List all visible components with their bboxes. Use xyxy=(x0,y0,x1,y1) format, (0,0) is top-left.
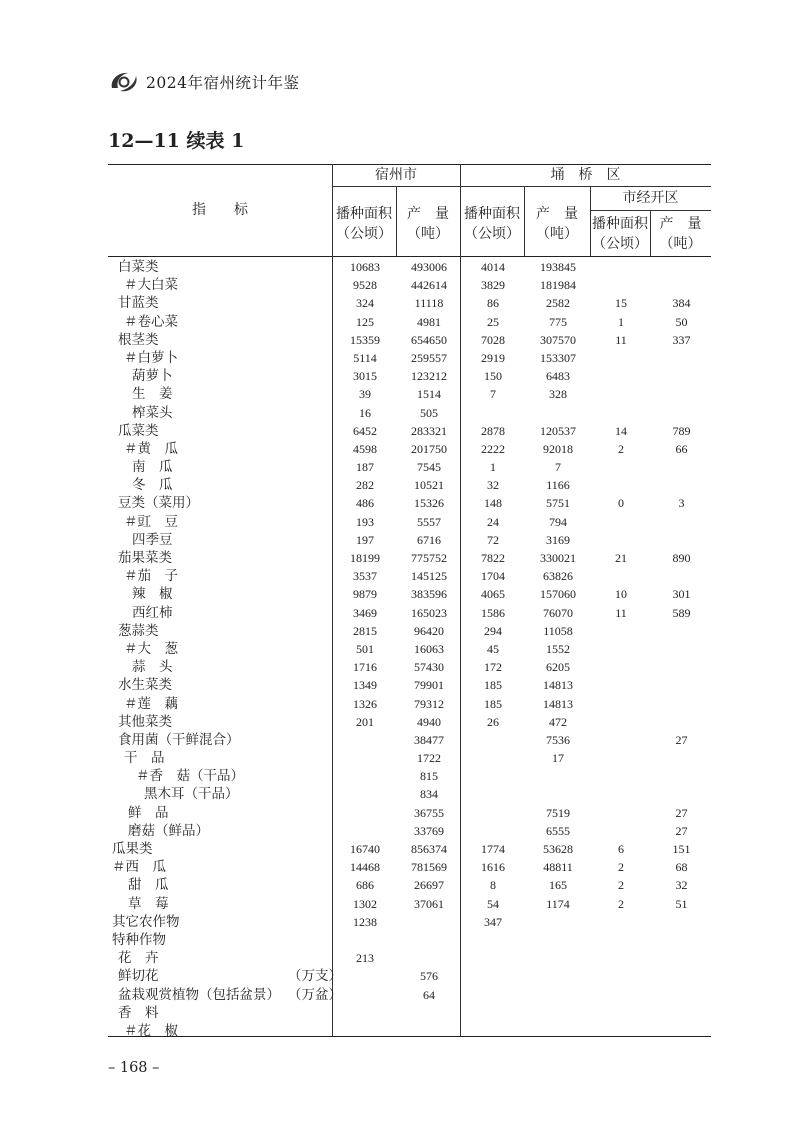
table-row xyxy=(108,986,711,1004)
area-header xyxy=(460,204,524,244)
cell-c6: 68 xyxy=(675,860,688,875)
cell-c1: 9528 xyxy=(353,278,377,293)
cell-c1: 5114 xyxy=(353,350,377,365)
cell-c3: 1704 xyxy=(481,569,505,584)
cell-c2: 165023 xyxy=(411,605,447,620)
table-row xyxy=(108,585,711,603)
cell-c2: 815 xyxy=(420,769,438,784)
output-header-label: 产 量 xyxy=(407,206,449,222)
row-label: 白菜类 xyxy=(118,259,159,275)
cell-c4: 11058 xyxy=(543,623,573,638)
cell-c2: 36755 xyxy=(414,805,444,820)
cell-c2: 79901 xyxy=(414,678,444,693)
cell-c2: 383596 xyxy=(411,587,447,602)
row-unit: （万支） xyxy=(288,968,342,985)
cell-c6: 27 xyxy=(675,823,688,838)
cell-c4: 1166 xyxy=(546,478,570,493)
row-label: 水生菜类 xyxy=(118,677,172,694)
cell-c1: 486 xyxy=(356,496,374,511)
row-label: 食用菌（干鲜混合） xyxy=(118,731,240,748)
area-header-unit: （公顷） xyxy=(464,226,520,242)
cell-c4: 53628 xyxy=(543,842,573,856)
cell-c2: 775752 xyxy=(411,551,447,565)
row-label: 其它农作物 xyxy=(112,913,180,930)
table-row xyxy=(108,367,711,385)
cell-c3: 185 xyxy=(484,696,502,711)
row-label: 西红柿 xyxy=(132,604,173,621)
cell-c3: 150 xyxy=(484,369,502,384)
cell-c2: 505 xyxy=(420,405,438,420)
cell-c3: 1774 xyxy=(481,842,505,856)
cell-c1: 1716 xyxy=(353,660,377,675)
cell-c2: 283321 xyxy=(411,423,447,438)
cell-c1: 213 xyxy=(356,951,374,966)
cell-c3: 45 xyxy=(487,641,499,656)
cell-c1: 15359 xyxy=(350,332,380,347)
cell-c2: 57430 xyxy=(414,660,444,675)
cell-c2: 26697 xyxy=(414,878,444,893)
book-title: 2024年宿州统计年鉴 xyxy=(146,74,300,92)
cell-c1: 324 xyxy=(356,296,374,311)
cell-c3: 2919 xyxy=(481,350,505,365)
table-row xyxy=(108,258,711,276)
cell-c1: 2815 xyxy=(353,623,377,638)
table-row xyxy=(108,876,711,894)
cell-c2: 7545 xyxy=(417,460,441,475)
table-body xyxy=(108,258,711,1040)
output-header-label: 产 量 xyxy=(536,206,578,222)
row-label: ＃白萝卜 xyxy=(124,349,178,366)
cell-c3: 2878 xyxy=(481,423,505,438)
row-label: ＃花 椒 xyxy=(124,1022,178,1039)
row-label: ＃西 瓜 xyxy=(112,859,166,876)
cell-c1: 14468 xyxy=(350,860,380,875)
table-row xyxy=(108,676,711,694)
cell-c4: 3169 xyxy=(546,532,570,547)
suzhou-header: 宿州市 xyxy=(375,167,417,183)
cell-c4: 165 xyxy=(549,878,567,893)
cell-c5: 0 xyxy=(618,496,624,511)
cell-c4: 472 xyxy=(549,714,567,729)
table-row xyxy=(108,713,711,731)
area-header-unit: （公顷） xyxy=(592,236,648,252)
cell-c2: 576 xyxy=(420,969,438,984)
cell-c4: 14813 xyxy=(543,678,573,693)
cell-c4: 14813 xyxy=(543,696,573,711)
row-label: 豆类（菜用） xyxy=(118,495,199,512)
table-row xyxy=(108,567,711,585)
cell-c1: 125 xyxy=(356,314,374,329)
row-label: ＃大 葱 xyxy=(124,640,178,657)
row-label: 冬 瓜 xyxy=(132,477,173,494)
cell-c1: 197 xyxy=(356,532,374,547)
cell-c1: 3469 xyxy=(353,605,377,620)
table-row xyxy=(108,385,711,403)
cell-c4: 328 xyxy=(549,387,567,402)
page-number: – 168 – xyxy=(108,1060,160,1076)
row-label: 鲜 品 xyxy=(128,804,169,821)
row-label: ＃豇 豆 xyxy=(124,513,178,530)
row-label: 生 姜 xyxy=(132,386,173,403)
cell-c6: 589 xyxy=(672,605,691,620)
table-row xyxy=(108,749,711,767)
cell-c4: 120537 xyxy=(540,423,576,438)
cell-c4: 1552 xyxy=(546,641,570,656)
header-divider xyxy=(332,186,711,187)
table-row xyxy=(108,331,711,349)
table-row xyxy=(108,440,711,458)
row-label: 磨菇（鲜品） xyxy=(128,822,209,839)
cell-c2: 493006 xyxy=(411,260,447,274)
cell-c6: 151 xyxy=(672,842,691,856)
row-label: 特种作物 xyxy=(112,931,166,948)
cell-c5: 2 xyxy=(618,896,624,911)
row-label: 花 卉 xyxy=(118,950,159,967)
cell-c3: 1586 xyxy=(481,605,505,620)
row-label: 甜 瓜 xyxy=(128,877,169,894)
cell-c4: 92018 xyxy=(543,441,573,456)
cell-c3: 185 xyxy=(484,678,502,693)
cell-c3: 7822 xyxy=(481,551,505,565)
cell-c2: 201750 xyxy=(411,441,447,456)
cell-c2: 15326 xyxy=(414,496,444,511)
table-row xyxy=(108,658,711,676)
output-header xyxy=(650,214,711,254)
table-row xyxy=(108,895,711,913)
cell-c1: 1349 xyxy=(353,678,377,693)
row-label: 根茎类 xyxy=(118,331,159,348)
cell-c3: 8 xyxy=(490,878,496,893)
table-row xyxy=(108,531,711,549)
cell-c5: 11 xyxy=(615,605,627,620)
cell-c4: 181984 xyxy=(540,278,576,293)
table-row xyxy=(108,313,711,331)
cell-c3: 72 xyxy=(487,532,499,547)
cell-c2: 1722 xyxy=(417,751,441,766)
output-header-label: 产 量 xyxy=(659,216,702,232)
cell-c1: 501 xyxy=(356,641,374,656)
table-row xyxy=(108,931,711,949)
devzone-header: 市经开区 xyxy=(622,190,679,206)
cell-c2: 1514 xyxy=(417,387,441,402)
cell-c1: 39 xyxy=(359,387,371,402)
cell-c4: 193845 xyxy=(540,260,576,274)
cell-c4: 7 xyxy=(555,460,561,475)
cell-c1: 686 xyxy=(356,878,374,893)
cell-c4: 1174 xyxy=(546,896,570,911)
cell-c1: 193 xyxy=(356,514,374,529)
cell-c1: 16740 xyxy=(350,842,380,856)
cell-c2: 37061 xyxy=(414,896,444,911)
table-row xyxy=(108,549,711,567)
row-label: 干 品 xyxy=(124,750,165,767)
cell-c2: 834 xyxy=(420,787,438,802)
cell-c3: 7 xyxy=(490,387,496,402)
row-unit: （万盆） xyxy=(288,986,342,1003)
cell-c1: 1302 xyxy=(353,896,377,911)
cell-c4: 153307 xyxy=(540,350,576,365)
cell-c6: 27 xyxy=(675,805,688,820)
row-label: 南 瓜 xyxy=(132,459,173,476)
table-row xyxy=(108,476,711,494)
cell-c4: 5751 xyxy=(546,496,570,511)
table-row xyxy=(108,622,711,640)
cell-c1: 282 xyxy=(356,478,374,493)
cell-c2: 781569 xyxy=(411,860,447,875)
cell-c1: 1326 xyxy=(353,696,377,711)
indicator-header: 指 标 xyxy=(192,202,248,218)
cell-c5: 11 xyxy=(615,332,627,347)
yongqiao-header: 埇 桥 区 xyxy=(550,167,621,183)
row-label: 盆栽观赏植物（包括盆景） xyxy=(118,986,280,1003)
table-row xyxy=(108,967,711,985)
cell-c5: 21 xyxy=(615,551,627,565)
output-header-unit: （吨） xyxy=(659,236,702,252)
yearbook-logo-icon xyxy=(108,68,140,96)
cell-c5: 2 xyxy=(618,878,624,893)
cell-c1: 9879 xyxy=(353,587,377,602)
cell-c6: 384 xyxy=(672,296,691,311)
table-row xyxy=(108,513,711,531)
cell-c1: 187 xyxy=(356,460,374,475)
table-row xyxy=(108,913,711,931)
cell-c6: 50 xyxy=(675,314,688,329)
cell-c1: 18199 xyxy=(350,551,380,565)
cell-c3: 172 xyxy=(484,660,502,675)
cell-c3: 4065 xyxy=(481,587,505,602)
table-row xyxy=(108,640,711,658)
cell-c1: 4598 xyxy=(353,441,377,456)
row-label: 蒜 头 xyxy=(132,659,173,676)
cell-c2: 33769 xyxy=(414,823,444,838)
cell-c4: 775 xyxy=(549,314,567,329)
cell-c4: 7536 xyxy=(546,732,570,747)
cell-c3: 32 xyxy=(487,478,499,493)
cell-c4: 48811 xyxy=(543,860,573,875)
table-row xyxy=(108,494,711,512)
cell-c4: 6205 xyxy=(546,660,570,675)
row-label: ＃卷心菜 xyxy=(124,313,178,330)
table-row xyxy=(108,785,711,803)
cell-c3: 7028 xyxy=(481,332,505,347)
area-header-unit: （公顷） xyxy=(336,226,392,242)
cell-c3: 86 xyxy=(487,296,499,311)
table-row xyxy=(108,404,711,422)
cell-c1: 6452 xyxy=(353,423,377,438)
cell-c5: 10 xyxy=(615,587,627,602)
cell-c4: 2582 xyxy=(546,296,570,311)
cell-c6: 51 xyxy=(675,896,688,911)
cell-c1: 3015 xyxy=(353,369,377,384)
area-header xyxy=(590,214,650,254)
row-label: 黑木耳（干品） xyxy=(144,786,239,803)
cell-c6: 337 xyxy=(672,332,691,347)
table-row xyxy=(108,458,711,476)
row-label: 葫萝卜 xyxy=(132,368,173,385)
cell-c3: 3829 xyxy=(481,278,505,293)
cell-c2: 442614 xyxy=(411,278,447,293)
cell-c4: 307570 xyxy=(540,332,576,347)
cell-c2: 259557 xyxy=(411,350,447,365)
row-label: 鲜切花 xyxy=(118,968,159,985)
cell-c3: 294 xyxy=(484,623,502,638)
cell-c3: 24 xyxy=(487,514,499,529)
cell-c3: 1616 xyxy=(481,860,505,875)
cell-c2: 145125 xyxy=(411,569,447,584)
cell-c2: 123212 xyxy=(411,369,447,384)
row-label: 甘蓝类 xyxy=(118,295,159,312)
row-label: ＃茄 子 xyxy=(124,568,178,585)
cell-c4: 6483 xyxy=(546,369,570,384)
table-title: 12—11 续表 1 xyxy=(108,130,245,152)
cell-c3: 25 xyxy=(487,314,499,329)
table-row xyxy=(108,949,711,967)
table-row xyxy=(108,840,711,858)
cell-c5: 2 xyxy=(618,441,624,456)
table-row xyxy=(108,604,711,622)
cell-c2: 64 xyxy=(423,987,435,1002)
row-label: 榨菜头 xyxy=(132,404,173,421)
cell-c1: 16 xyxy=(359,405,371,420)
cell-c3: 26 xyxy=(487,714,499,729)
row-label: 香 料 xyxy=(118,1004,159,1021)
table-row xyxy=(108,822,711,840)
cell-c2: 11118 xyxy=(414,296,444,311)
cell-c2: 16063 xyxy=(414,641,444,656)
cell-c6: 3 xyxy=(678,496,685,511)
table-row xyxy=(108,1022,711,1040)
cell-c2: 79312 xyxy=(414,696,444,711)
row-label: 辣 椒 xyxy=(132,586,173,603)
cell-c3: 1 xyxy=(490,460,496,475)
row-label: 葱蒜类 xyxy=(118,622,159,639)
table-row xyxy=(108,858,711,876)
cell-c2: 38477 xyxy=(414,732,444,747)
table-row xyxy=(108,695,711,713)
table-row xyxy=(108,804,711,822)
output-header-unit: （吨） xyxy=(407,226,449,242)
header-divider xyxy=(590,210,711,211)
cell-c2: 654650 xyxy=(411,332,447,347)
cell-c6: 27 xyxy=(675,732,688,747)
cell-c6: 301 xyxy=(672,587,691,602)
row-label: 四季豆 xyxy=(132,531,173,548)
cell-c1: 201 xyxy=(356,714,374,729)
cell-c1: 10683 xyxy=(350,260,380,274)
cell-c3: 54 xyxy=(487,896,499,911)
cell-c6: 66 xyxy=(675,441,688,456)
cell-c2: 10521 xyxy=(414,478,444,493)
row-label: 草 莓 xyxy=(128,895,169,912)
output-header xyxy=(396,204,460,244)
cell-c4: 794 xyxy=(549,514,567,529)
area-header xyxy=(332,204,396,244)
row-label: 瓜果类 xyxy=(112,841,153,857)
cell-c4: 63826 xyxy=(543,569,573,584)
cell-c5: 1 xyxy=(618,314,624,329)
table-row xyxy=(108,294,711,312)
row-label: ＃大白菜 xyxy=(124,277,178,294)
cell-c4: 76070 xyxy=(543,605,573,620)
cell-c4: 6555 xyxy=(546,823,570,838)
cell-c2: 6716 xyxy=(417,532,441,547)
row-label: 瓜菜类 xyxy=(118,422,159,439)
page-header xyxy=(108,66,299,98)
row-label: ＃香 菇（干品） xyxy=(136,768,244,785)
area-header-label: 播种面积 xyxy=(592,216,648,232)
table-row xyxy=(108,1004,711,1022)
cell-c2: 4940 xyxy=(417,714,441,729)
cell-c6: 32 xyxy=(675,878,688,893)
area-header-label: 播种面积 xyxy=(336,206,392,222)
table-row xyxy=(108,276,711,294)
cell-c5: 6 xyxy=(618,842,624,856)
row-label: ＃黄 瓜 xyxy=(124,440,178,457)
output-header-unit: （吨） xyxy=(536,226,578,242)
cell-c5: 14 xyxy=(615,423,627,438)
cell-c3: 2222 xyxy=(481,441,505,456)
table-header-rule xyxy=(108,256,711,257)
cell-c4: 330021 xyxy=(540,551,576,565)
row-label: ＃莲 藕 xyxy=(124,695,178,712)
row-label: 其他菜类 xyxy=(118,713,172,730)
cell-c2: 96420 xyxy=(414,623,444,638)
row-label: 茄果菜类 xyxy=(118,550,172,566)
cell-c3: 148 xyxy=(484,496,502,511)
cell-c6: 890 xyxy=(672,551,691,565)
cell-c1: 3537 xyxy=(353,569,377,584)
cell-c4: 157060 xyxy=(540,587,576,602)
table-row xyxy=(108,731,711,749)
table-row xyxy=(108,767,711,785)
cell-c6: 789 xyxy=(672,423,691,438)
cell-c1: 1238 xyxy=(353,914,377,929)
cell-c2: 5557 xyxy=(417,514,441,529)
cell-c4: 17 xyxy=(552,751,564,766)
cell-c2: 4981 xyxy=(417,314,441,329)
cell-c2: 856374 xyxy=(411,842,447,856)
cell-c5: 2 xyxy=(618,860,624,875)
cell-c3: 4014 xyxy=(481,260,505,274)
cell-c3: 347 xyxy=(484,914,502,929)
cell-c5: 15 xyxy=(615,296,627,311)
output-header xyxy=(524,204,590,244)
table-row xyxy=(108,349,711,367)
table-row xyxy=(108,422,711,440)
cell-c4: 7519 xyxy=(546,805,570,820)
area-header-label: 播种面积 xyxy=(464,206,520,222)
